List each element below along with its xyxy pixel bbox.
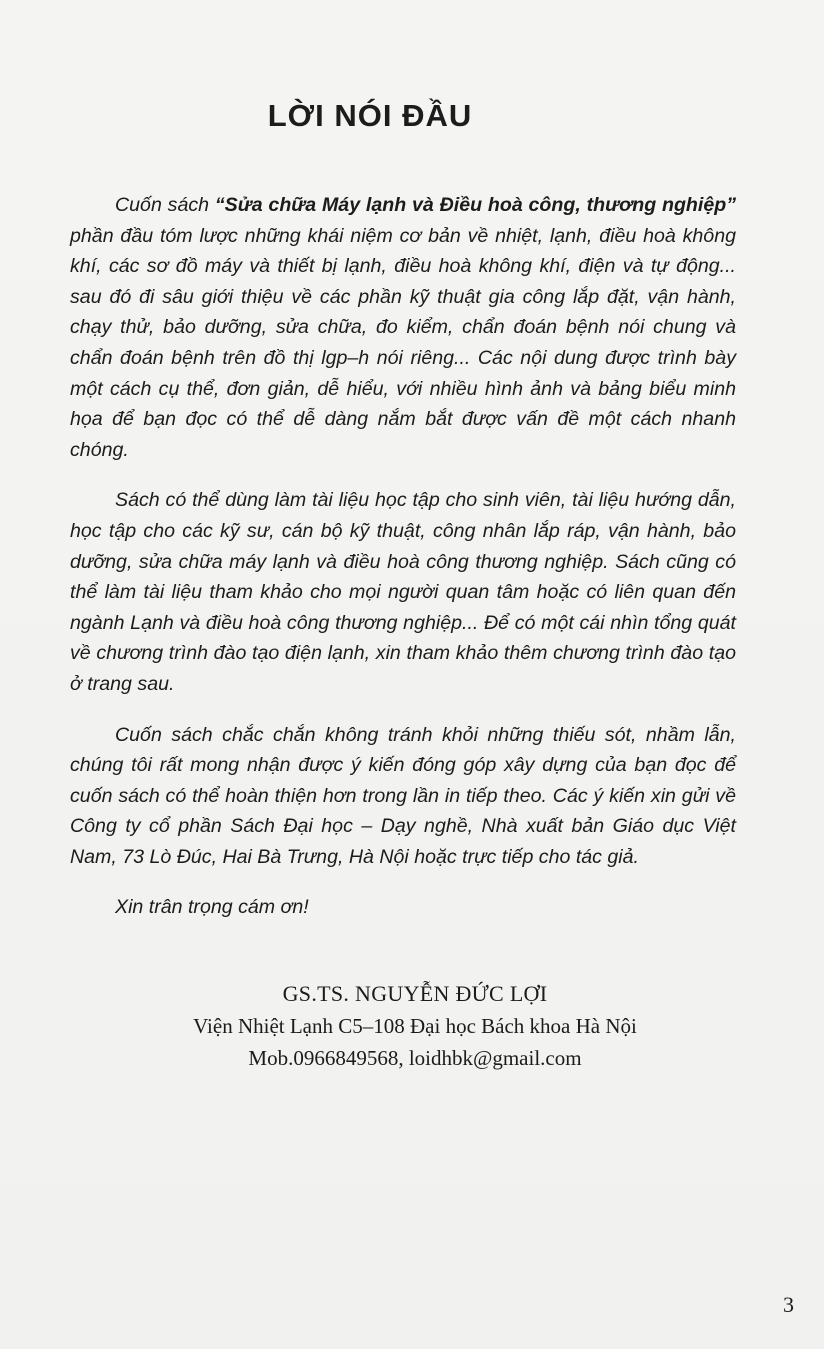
paragraph-2: Sách có thể dùng làm tài liệu học tập cho sinh viên, tài liệu hướng dẫn, học tập cho các kỹ sư, cán bộ kỹ thuật, công nhân lắp ráp, vận hành, bảo dưỡng, sửa chữa máy lạnh và điều hoà công thương nghiệp. Sách cũng có thể làm tài liệu tham khảo cho mọi người quan tâm hoặc có liên quan đến ngành Lạnh và điều hoà công thương nghiệp... Để có một cái nhìn tổng quát về chương trình đào tạo điện lạnh, xin tham khảo thêm chương trình đào tạo ở trang sau. <box>70 489 736 695</box>
author-contact: Mob.0966849568, loidhbk@gmail.com <box>248 1046 582 1070</box>
author-name: GS.TS. NGUYỄN ĐỨC LỢI <box>282 981 548 1006</box>
paragraph-4: Xin trân trọng cám ơn! <box>115 896 309 919</box>
paragraph-1-rest: phần đầu tóm lược những khái niệm cơ bản về nhiệt, lạnh, điều hoà không khí, các sơ đồ máy và thiết bị lạnh, điều hoà không khí, điện và tự động... sau đó đi sâu giới thiệu về các phần kỹ thuật gia công lắp đặt, vận hành, chạy thử, bảo dưỡng, sửa chữa, đo kiểm, chẩn đoán bệnh nói chung và chẩn đoán bệnh trên đồ thị lgp–h nói riêng... Các nội dung được trình bày một cách cụ thể, đơn giản, dễ hiểu, với nhiều hình ảnh và bảng biểu minh họa để bạn đọc có thể dễ dàng nắm bắt được vấn đề một cách nhanh chóng. <box>70 224 736 461</box>
book-title: “Sửa chữa Máy lạnh và Điều hoà công, thương nghiệp” <box>214 194 736 216</box>
author-affiliation: Viện Nhiệt Lạnh C5–108 Đại học Bách khoa Hà Nội <box>193 1014 637 1038</box>
paragraph-1 <box>70 190 736 465</box>
author-signature <box>0 978 824 1074</box>
page-number: 3 <box>783 1292 794 1317</box>
page-title: LỜI NÓI ĐẦU <box>267 98 473 133</box>
paragraph-3: Cuốn sách chắc chắn không tránh khỏi những thiếu sót, nhầm lẫn, chúng tôi rất mong nhận được ý kiến đóng góp xây dựng của bạn đọc để cuốn sách có thể hoàn thiện hơn trong lần in tiếp theo. Các ý kiến xin gửi về Công ty cổ phần Sách Đại học – Dạy nghề, Nhà xuất bản Giáo dục Việt Nam, 73 Lò Đúc, Hai Bà Trưng, Hà Nội hoặc trực tiếp cho tác giả. <box>70 723 736 868</box>
preface-body <box>70 190 736 943</box>
paragraph-1-prefix: Cuốn sách <box>115 194 215 216</box>
